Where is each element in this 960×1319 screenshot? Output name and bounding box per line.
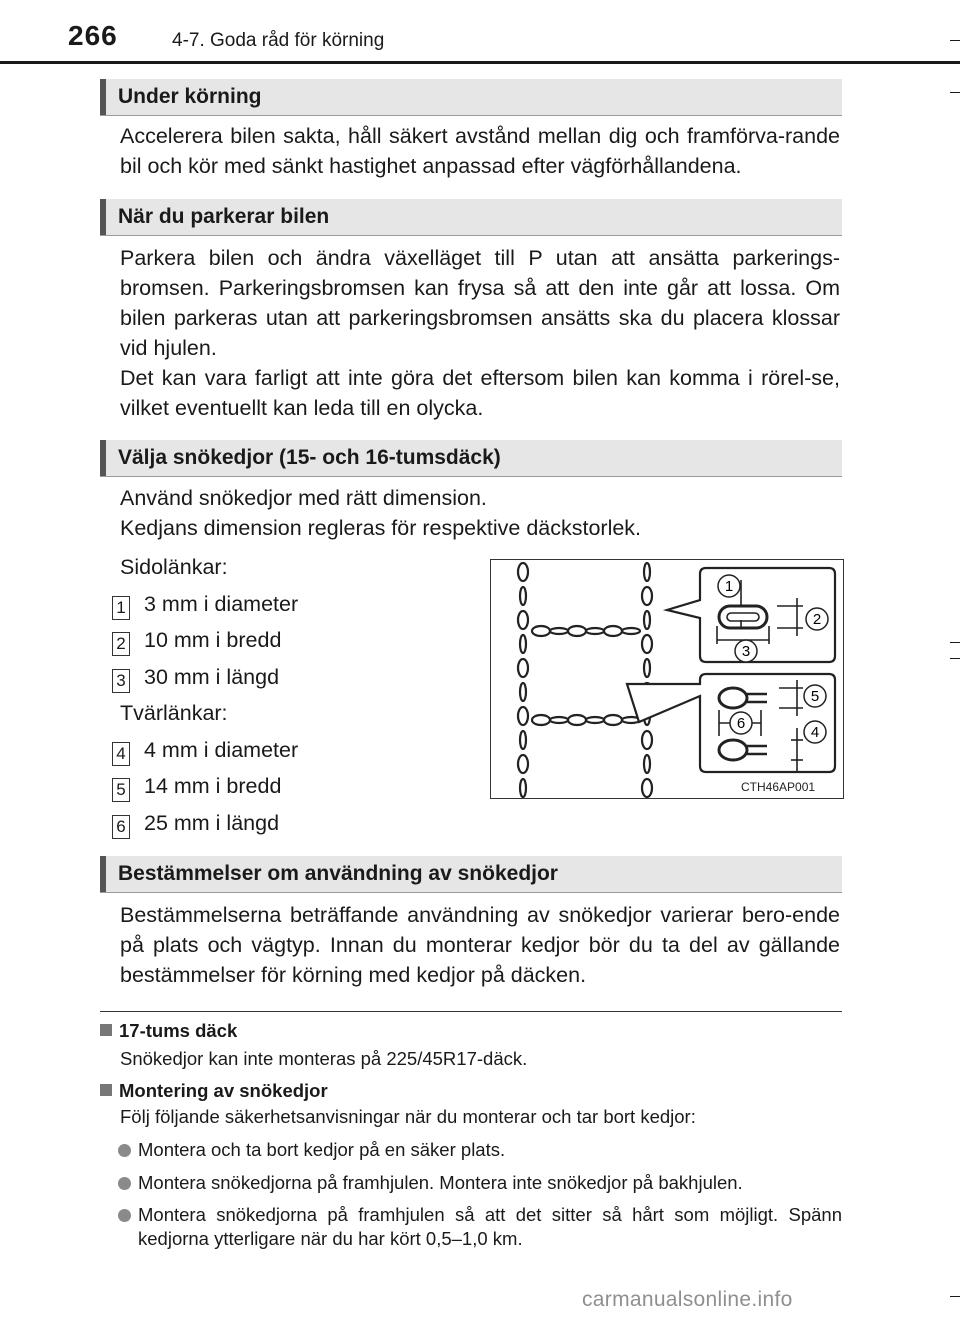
driving-paragraph: Accelerera bilen sakta, håll säkert avstånd mellan dig och framförva-rande bil och kör med sänkt hastighet anpassad efter vägförhållandena. bbox=[120, 124, 840, 178]
edge-tick bbox=[950, 642, 960, 643]
spec-text: 4 mm i diameter bbox=[144, 738, 299, 762]
parking-warning-paragraph: Det kan vara farligt att inte göra det eftersom bilen kan komma i rörel-se, vilket eventuellt kan leda till en olycka. bbox=[120, 366, 840, 420]
section-title: Under körning bbox=[118, 85, 262, 108]
bullet-text: Montera snökedjorna på framhjulen. Montera inte snökedjor på bakhjulen. bbox=[138, 1172, 743, 1193]
note-heading-mounting bbox=[100, 1079, 328, 1103]
section-title: När du parkerar bilen bbox=[118, 205, 330, 228]
page-header bbox=[0, 0, 960, 64]
bullet-item bbox=[118, 1203, 842, 1251]
section-divider bbox=[100, 1011, 842, 1012]
section-title: Välja snökedjor (15- och 16-tumsdäck) bbox=[118, 446, 501, 469]
circle-bullet-icon bbox=[118, 1177, 131, 1190]
callout-label: 1 bbox=[724, 578, 734, 595]
spec-number: 4 bbox=[112, 742, 130, 766]
spec-item bbox=[112, 625, 281, 655]
edge-tick bbox=[950, 40, 960, 41]
spec-text: 25 mm i längd bbox=[144, 811, 280, 835]
header-rule bbox=[0, 61, 960, 64]
spec-text: 3 mm i diameter bbox=[144, 592, 299, 616]
spec-number: 1 bbox=[112, 596, 130, 620]
section-title: Bestämmelser om användning av snökedjor bbox=[118, 862, 558, 885]
bullet-item bbox=[118, 1138, 842, 1162]
bullet-text: Montera snökedjorna på framhjulen så att det sitter så hårt som möjligt. Spänn kedjorna ytterligare när du har kört 0,5–1,0 km. bbox=[138, 1204, 842, 1249]
spec-text: 30 mm i längd bbox=[144, 665, 280, 689]
spec-number: 6 bbox=[112, 815, 130, 839]
spec-text: 10 mm i bredd bbox=[144, 628, 282, 652]
bullet-item bbox=[118, 1171, 842, 1195]
chain-drawing bbox=[518, 563, 652, 797]
callout-label: 6 bbox=[736, 715, 746, 732]
spec-number: 2 bbox=[112, 632, 130, 656]
chains-line-1: Använd snökedjor med rätt dimension. bbox=[120, 486, 487, 510]
edge-tick bbox=[950, 92, 960, 93]
regulations-paragraph: Bestämmelserna beträffande användning av snökedjor varierar bero-ende på plats och vägtyp. Innan du monterar kedjor bör du ta del av gällande bestämmelser för körning med kedjor på däcken. bbox=[120, 903, 840, 987]
square-bullet-icon bbox=[100, 1084, 112, 1096]
edge-tick bbox=[950, 658, 960, 659]
note-heading-text: 17-tums däck bbox=[119, 1020, 238, 1041]
callout-label: 4 bbox=[810, 724, 820, 741]
chapter-title: 4-7. Goda råd för körning bbox=[172, 30, 385, 51]
figure-code: CTH46AP001 bbox=[741, 780, 816, 794]
note-heading-17-inch bbox=[100, 1019, 237, 1043]
edge-tick bbox=[950, 1296, 960, 1297]
section-heading-parking bbox=[100, 199, 842, 236]
callout-label: 2 bbox=[812, 611, 822, 628]
page-number: 266 bbox=[68, 20, 118, 51]
watermark: carmanualsonline.info bbox=[582, 1288, 793, 1311]
spec-item bbox=[112, 808, 279, 838]
snow-chain-illustration bbox=[491, 560, 843, 798]
section-heading-chains bbox=[100, 440, 842, 477]
spec-item bbox=[112, 589, 298, 619]
chains-line-2: Kedjans dimension regleras för respektive däckstorlek. bbox=[120, 516, 642, 540]
spec-text: 14 mm i bredd bbox=[144, 774, 282, 798]
spec-number: 3 bbox=[112, 669, 130, 693]
square-bullet-icon bbox=[100, 1024, 112, 1036]
circle-bullet-icon bbox=[118, 1144, 131, 1157]
parking-paragraph: Parkera bilen och ändra växelläget till P utan att ansätta parkerings-bromsen. Parkeringsbromsen kan frysa så att den inte går att lossa. Om bilen parkeras utan att parkeringsbromsen ansätts ska du placera klossar vid hjulen. bbox=[120, 246, 840, 360]
section-heading-regulations bbox=[100, 856, 842, 893]
callout-label: 5 bbox=[810, 688, 820, 705]
circle-bullet-icon bbox=[118, 1209, 131, 1222]
note-text-17-inch: Snökedjor kan inte monteras på 225/45R17-däck. bbox=[120, 1048, 528, 1069]
section-heading-driving bbox=[100, 79, 842, 116]
spec-item bbox=[112, 735, 298, 765]
spec-item bbox=[112, 662, 279, 692]
callout-label: 3 bbox=[741, 643, 751, 660]
note-text-mounting: Följ följande säkerhetsanvisningar när du monterar och tar bort kedjor: bbox=[120, 1106, 696, 1127]
bullet-text: Montera och ta bort kedjor på en säker plats. bbox=[138, 1139, 506, 1160]
snow-chain-figure bbox=[490, 559, 844, 799]
spec-item bbox=[112, 771, 281, 801]
note-heading-text: Montering av snökedjor bbox=[119, 1080, 328, 1101]
cross-links-label: Tvärlänkar: bbox=[120, 701, 228, 725]
spec-number: 5 bbox=[112, 778, 130, 802]
side-links-label: Sidolänkar: bbox=[120, 555, 228, 579]
